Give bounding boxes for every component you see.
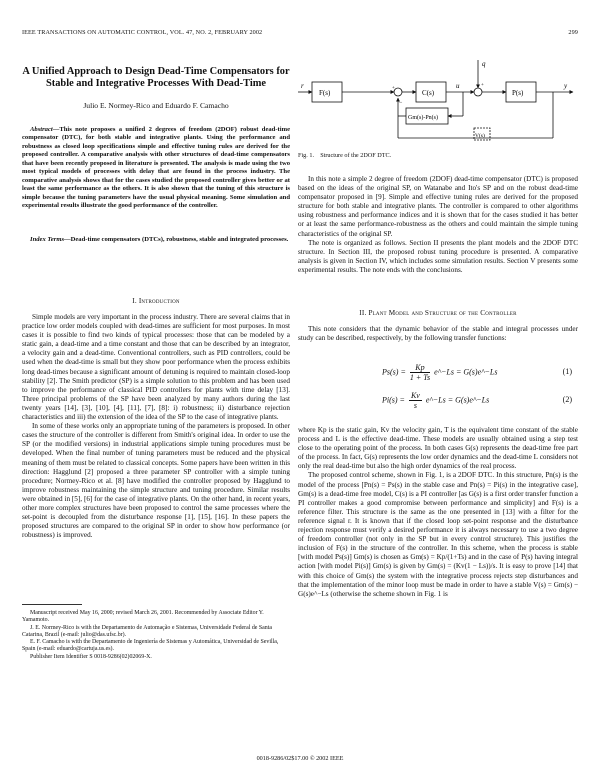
minus-sign-1: −	[399, 100, 403, 106]
block-g-label: Gm(s)-Pn(s)	[408, 115, 438, 121]
right-intro-body	[298, 175, 578, 275]
signal-y: y	[564, 82, 568, 90]
footnote-manuscript: Manuscript received May 16, 2000; revised March 26, 2001. Recommended by Associate Editor Y. Yamamoto.	[22, 610, 264, 624]
right-paragraph-1: In this note a simple 2 degree of freedom (2DOF) dead-time compensator (DTC) is proposed based on the ideas of the original SP, on Watanabe and Ito's SP and on the robust dead-time compensator proposed in [9]. Simple and effective tuning rules are derived for the proposed structure for both stable and integrative plants. The controller is compared to other algorithms using robustness and performance indices and it is shown that for the cases studied it has better or at least the same performance-robustness as the others and could maintain the simple tuning characteristics of the original SP.	[298, 175, 578, 238]
model-intro-paragraph: This note considers that the dynamic behavior of the stable and integral processes under study can be described, respectively, by the following transfer functions:	[298, 325, 578, 343]
block-p-label: P(s)	[512, 89, 524, 97]
model-body	[298, 426, 578, 599]
sum-junction-2	[474, 88, 482, 96]
equation-1-lhs: Ps(s) =	[382, 367, 406, 377]
equation-2-lhs: Pi(s) =	[382, 395, 405, 405]
equation-2-rhs: e^−Ls = G(s)e^−Ls	[425, 395, 490, 405]
block-c-label: C(s)	[422, 89, 435, 97]
footnotes	[22, 610, 290, 661]
signal-u: u	[456, 82, 460, 90]
footnote-rule	[22, 604, 82, 605]
footnote-pii: Publisher Item Identifier S 0018-9286(02)02069-X.	[30, 653, 152, 660]
footnote-author-1: J. E. Normey-Rico is with the Departamento de Automação e Sistemas, Universidade Federal de Santa Catarina, Brazil (e-mail: julio@das.ufsc.br).	[22, 624, 272, 638]
equation-2-denominator: s	[413, 401, 417, 410]
running-header	[22, 29, 578, 41]
equation-2-numerator: Kv	[410, 391, 420, 400]
caption-text: Structure of the 2DOF DTC.	[320, 152, 392, 159]
intro-paragraph-2: In some of these works only an appropriate tuning of the parameters is proposed. In other cases the structure of the controller is different from Smith's original idea. In order to use the SP (or the modified versions) in industrial applications simple tuning procedures must be developed. When the final number of tuning parameters must be reduced and the physical meaning of them must be related to classical concepts. Some papers have been written in this direction: Hagglund [2] proposed a three parameter SP controller with a simple tuning procedure; Normey-Rico et al. [8] have modified the controller proposed by Hagglund to improve robustness maintaining the simple structure and tuning procedure. Similar results were obtained in [5], [6] for the case of integrative plants. On the other hand, in recent years, other more complex structures have been proposed to control the same processes where the set-point is decoupled from the disturbance response [1], [15], [16]. In these papers the proposed structures are compared to the original SP in order to show how performance (or robustness) is improved.	[22, 422, 290, 540]
author-list: Julio E. Normey-Rico and Eduardo F. Camacho	[83, 101, 229, 110]
block-v-label: V(s)	[475, 133, 485, 139]
signal-q: q	[482, 60, 486, 68]
copyright-footer: 0018-9286/02$17.00 © 2002 IEEE	[256, 755, 344, 762]
footnote-author-2: E. F. Camacho is with the Departamento de Ingeniería de Sistemas y Automática, Universidad de Sevilla, Spain (e-mail: eduardo@cartuja.us.es).	[22, 639, 279, 653]
page-number: 299	[568, 29, 578, 36]
caption-label: Fig. 1.	[298, 152, 314, 159]
abstract	[22, 126, 290, 211]
equation-1-numerator: Kp	[410, 363, 430, 373]
equation-1-rhs: e^−Ls = G(s)e^−Ls	[434, 367, 498, 377]
index-terms-text: Dead-time compensators (DTCs), robustness, stable and integrated processes.	[70, 236, 289, 243]
equation-1-number: (1)	[562, 367, 572, 376]
intro-paragraph-1: Simple models are very important in the process industry. There are several claims that in practice low order models coupled with dead-times are sufficient for most purposes. In most cases it is possible to find two kinds of typical processes: those that can be modeled by a static gain, a dead-time and a time constant and those that can be described by an integrator, a velocity gain and a dead-time. Conventional controllers, such as PID controllers, could be used when the dead-time is small but they show poor performance when the process exhibits long dead-times because a significant amount of detuning is required to maintain closed-loop stability [2]. The Smith predictor (SP) is a simple solution to this problem and has been used to improve the performance of classical PID controllers for plants with time delay [13]. Three principal problems of the SP have been analyzed by many authors during the last twenty years [14], [3], [10], [4], [11], [7], [8]: i) robustness; ii) disturbance rejection characteristics and iii) the extension of the idea of the SP to the case of integrative plants.	[22, 313, 290, 422]
model-intro	[298, 325, 578, 343]
equation-2-number: (2)	[562, 395, 572, 404]
figure-1-diagram	[298, 58, 578, 146]
equation-1-fraction	[410, 363, 430, 382]
index-terms	[22, 236, 290, 244]
sum-junction-1	[394, 88, 402, 96]
intro-body	[22, 313, 290, 540]
after-equation-paragraph: where Kp is the static gain, Kv the velocity gain, T is the equivalent time constant of the stable process and L is the effective dead-time. These models are usually obtained using a step test close to the operating point of the process. In both cases G(s) represents the dead-time free part of the process. In fact, G(s) represents the low order dynamics and the dead-time L considers not only the real dead-time but also the high order dynamics of the real process.	[298, 426, 578, 471]
equation-1-denominator: 1 + Ts	[409, 373, 431, 382]
abstract-label: Abstract—	[30, 126, 60, 133]
equation-2-fraction	[409, 391, 422, 410]
journal-name: IEEE TRANSACTIONS ON AUTOMATIC CONTROL, VOL. 47, NO. 2, FEBRUARY 2002	[22, 29, 263, 36]
plus-sign-1: +	[392, 86, 395, 91]
equation-1	[298, 363, 578, 383]
equation-2-expression	[382, 391, 489, 410]
equation-2	[298, 391, 578, 411]
intro-heading: I. Introduction	[132, 297, 180, 305]
signal-r: r	[301, 82, 304, 90]
figure-1-caption	[298, 152, 391, 159]
right-paragraph-2: The note is organized as follows. Section II presents the plant models and the 2DOF DTC structure. In Section III, the proposed robust tuning procedure is presented. A comparative analysis is given in Section IV, which includes some simulation results. Section V presents some experimental results. The note ends with the conclusions.	[298, 238, 578, 274]
scheme-paragraph: The proposed control scheme, shown in Fig. 1, is a 2DOF DTC. In this structure, Pn(s) is the model of the process [Pn(s) = Ps(s) in the stable case and Pn(s) = Pi(s) in the integrative case], Gm(s) is a dead-time free model, C(s) is a PI controller [as G(s) is a first order transfer function a PI controller makes a good compromise between performance and simplicity] and F(s) is a reference filter. This structure is the same as the one presented in [13] with a filter for the reference signal r. It is known that if the closed loop set-point response and the disturbance rejection response must verify a desired performance it is always necessary to use a two degree of freedom controller (not only in the SP but in every control structure). This justifies the inclusion of F(s) in the structure of the controller. In this scheme, when the process is stable [with model Ps(s)] Gm(s) is chosen as Gm(s) = Kp/(1+Ts) and in the case of P(s) having integral action [with model Pi(s)] Gm(s) is given by Gm(s) = (Kv(1 − Ls))/s. It is easy to prove [14] that with this choice of Gm(s) the system with the integrative process rejects step disturbances and that the implementation of the minor loop must be made in order to have a stable V(s) = Gm(s) − G(s)e^−Ls (otherwise the scheme shown in Fig. 1 is	[298, 471, 578, 598]
plus-sign-2: +	[481, 83, 484, 88]
block-f-label: F(s)	[319, 89, 331, 97]
abstract-text: This note proposes a unified 2 degrees of freedom (2DOF) robust dead-time compensator (DTC), for both stable and integrative plants. Using the performance and robustness as closed loop specifications simple and effective tuning rules are derived for the proposed controller. A comparative analysis with other structures of dead-time compensators that have been recently proposed in literature is presented. The analysis is made using the two most typical models of processes with delay that are found in the process industry. The comparative analysis shows that for the cases studied the proposed controller gives better or at least the same performance as the others. It is also shown that the tuning of this structure is simple because the tuning parameters have the usual physical meaning. Some simulation and experimental results illustrate the good performance of the controller.	[22, 126, 290, 210]
paper-title: A Unified Approach to Design Dead-Time Compensators for Stable and Integrative Processes With Dead-Time	[22, 66, 290, 89]
index-terms-label: Index Terms—	[30, 236, 71, 243]
model-heading: II. Plant Model and Structure of the Controller	[359, 309, 517, 317]
equation-1-expression	[382, 363, 497, 382]
